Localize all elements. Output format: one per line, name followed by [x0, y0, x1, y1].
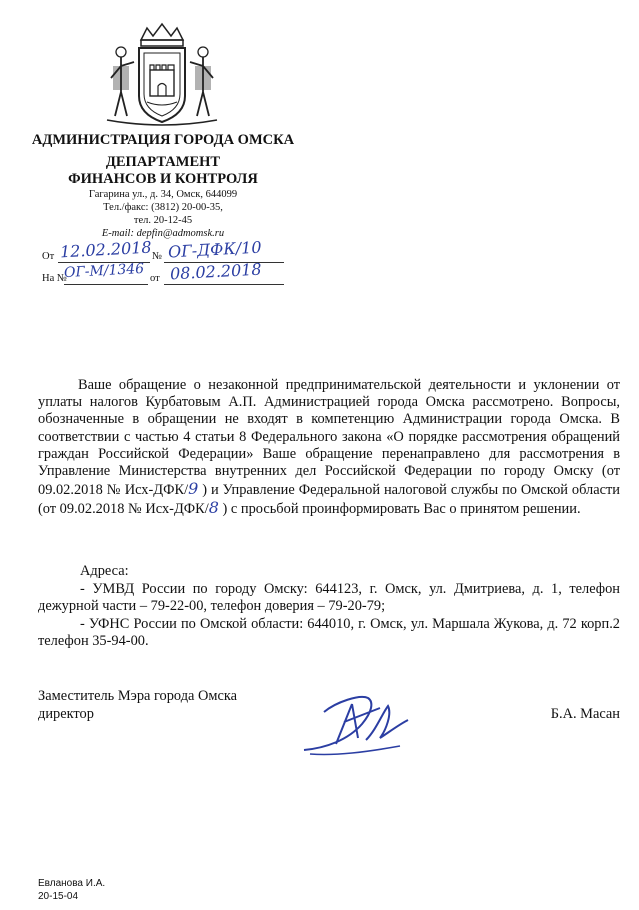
- address-ufns: - УФНС России по Омской области: 644010, г. Омск, ул. Маршала Жукова, д. 72 корп.2 телефон 35-94-00.: [38, 616, 620, 650]
- dept-line-2: ФИНАНСОВ И КОНТРОЛЯ: [68, 171, 258, 187]
- coat-of-arms-emblem: [103, 22, 221, 130]
- executor-phone: 20-15-04: [38, 891, 79, 902]
- in-date-handwritten: 08.02.2018: [169, 259, 263, 284]
- reply-label: На №: [42, 273, 67, 284]
- body-text-part-3: ) с просьбой проинформировать Вас о принятом решении.: [222, 501, 581, 518]
- from-date-handwritten: 12.02.2018: [59, 237, 153, 262]
- dept-email: E-mail: depfin@admomsk.ru: [101, 228, 225, 239]
- from-label: От: [42, 251, 55, 262]
- letter-body-paragraph: [38, 377, 620, 519]
- in-date-line: [164, 284, 284, 285]
- in-number-line: [64, 284, 148, 285]
- out-number-handwritten: ОГ-ДФК/10: [167, 237, 262, 262]
- dept-address: Гагарина ул., д. 34, Омск, 644099: [88, 189, 238, 200]
- body-text-part-2: ) и Управление Федеральной налоговой службы по Омской области (от 09.02.2018 № Исх-ДФК/: [38, 482, 621, 518]
- executor-name: Евланова И.А.: [38, 878, 106, 889]
- handwritten-outgoing-number-1: 9: [188, 479, 199, 499]
- out-number-label: №: [152, 251, 163, 262]
- dept-phone-2: тел. 20-12-45: [133, 215, 193, 226]
- handwritten-outgoing-number-2: 8: [208, 498, 219, 518]
- body-text-part-1: Ваше обращение о незаконной предпринимательской деятельности и уклонении от уплаты налогов Курбатовым А.П. Администрацией города Омска рассмотрено. Вопросы, обозначенные в обращении не входят в компетенцию Администрации города Омска. В соответствии с частью 4 статьи 8 Федерального закона «О порядке рассмотрения обращений граждан Российской Федерации» Ваше обращение перенаправлено для рассмотрения в Управление Министерства внутренних дел Российской Федерации по городу Омску (от 09.02.2018 № Исх-ДФК/: [38, 377, 620, 499]
- addresses-title: Адреса:: [80, 563, 129, 579]
- dept-phone-fax: Тел./факс: (3812) 20-00-35,: [103, 202, 223, 213]
- handwritten-signature: [296, 690, 416, 760]
- signatory-name: Б.А. Масан: [550, 706, 620, 722]
- in-number-handwritten: ОГ-М/1346: [63, 260, 145, 282]
- signatory-position-line-2: директор: [38, 706, 94, 722]
- org-name: АДМИНИСТРАЦИЯ ГОРОДА ОМСКА: [31, 132, 295, 148]
- dept-line-1: ДЕПАРТАМЕНТ: [105, 154, 221, 170]
- address-umvd: - УМВД России по городу Омску: 644123, г. Омск, ул. Дмитриева, д. 1, телефон дежурной части – 79-22-00, телефон доверия – 79-20-79;: [38, 581, 620, 615]
- in-date-label: от: [150, 273, 160, 284]
- signatory-position-line-1: Заместитель Мэра города Омска: [38, 688, 238, 704]
